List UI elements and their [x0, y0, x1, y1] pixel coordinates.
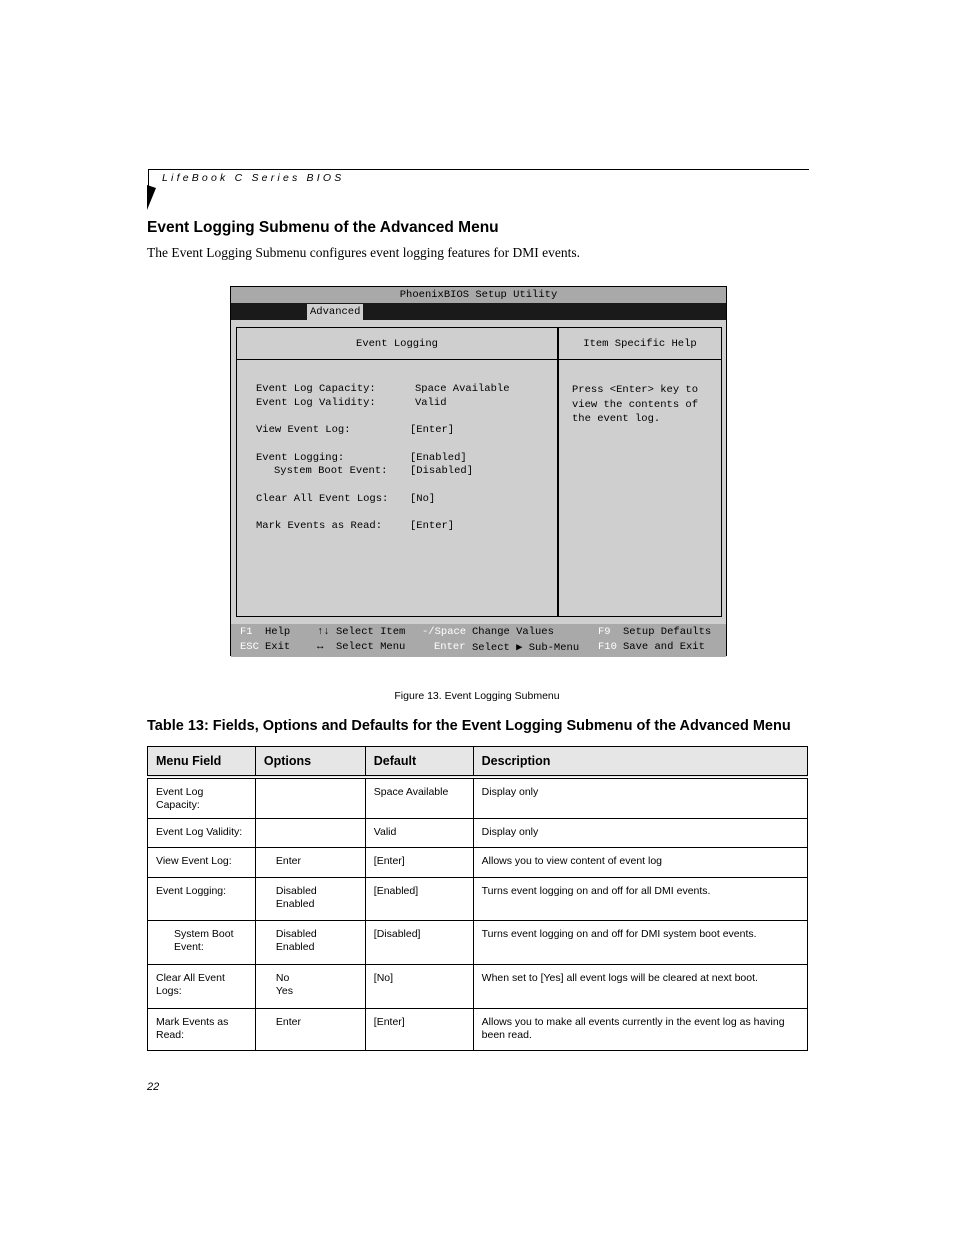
bios-help-panel [558, 360, 722, 617]
bios-item-value: Valid [415, 397, 447, 409]
table-header-row [148, 747, 808, 778]
cell-description: When set to [Yes] all event logs will be cleared at next boot. [473, 965, 807, 1009]
table-row [148, 965, 808, 1009]
header-wedge-mark [147, 185, 156, 210]
intro-paragraph: The Event Logging Submenu configures event logging features for DMI events. [147, 245, 581, 260]
cell-options [255, 819, 365, 848]
bios-help-title: Item Specific Help [558, 327, 722, 360]
bios-item-label: Event Log Validity: [256, 397, 376, 409]
cell-field: Clear All Event Logs: [148, 965, 256, 1009]
table-row [148, 921, 808, 965]
cell-options: No Yes [255, 965, 365, 1009]
cell-description: Allows you to make all events currently in the event log as having been read. [473, 1009, 807, 1051]
bios-item-value[interactable]: [Enter] [410, 424, 455, 436]
key-updown-action: Select Item [336, 626, 406, 638]
fields-table [147, 746, 808, 1051]
table-row [148, 819, 808, 848]
cell-options: Enter [255, 1009, 365, 1051]
key-f10: F10 [598, 641, 617, 653]
cell-default: [Disabled] [365, 921, 473, 965]
cell-options: Disabled Enabled [255, 921, 365, 965]
key-f10-action: Save and Exit [623, 641, 705, 653]
help-line: view the contents of [572, 398, 699, 411]
cell-options: Disabled Enabled [255, 878, 365, 921]
bios-item-value[interactable]: [Enter] [410, 520, 455, 532]
bios-item-label: Event Logging: [256, 452, 345, 464]
key-f1-action: Help [265, 626, 291, 638]
cell-field: View Event Log: [148, 848, 256, 878]
bios-item-value[interactable]: [No] [410, 493, 436, 505]
key-enter: Enter [434, 641, 466, 653]
help-line: the event log. [572, 413, 661, 425]
key-esc-action: Exit [265, 641, 291, 653]
cell-description: Turns event logging on and off for all DMI events. [473, 878, 807, 921]
column-header: Description [473, 747, 807, 778]
column-header: Options [255, 747, 365, 778]
cell-field: System Boot Event: [148, 921, 256, 965]
cell-default: [Enabled] [365, 878, 473, 921]
cell-default: [Enter] [365, 1009, 473, 1051]
table-row [148, 1009, 808, 1051]
cell-description: Display only [473, 777, 807, 819]
table-row [148, 848, 808, 878]
cell-options: Enter [255, 848, 365, 878]
cell-description: Display only [473, 819, 807, 848]
cell-field: Event Log Validity: [148, 819, 256, 848]
bios-item-value: Space Available [415, 383, 510, 395]
cell-default: Valid [365, 819, 473, 848]
bios-item-label: Mark Events as Read: [256, 520, 383, 532]
cell-description: Turns event logging on and off for DMI system boot events. [473, 921, 807, 965]
cell-default: Space Available [365, 777, 473, 819]
running-head: LifeBook C Series BIOS [162, 172, 345, 184]
bios-panel-title: Event Logging [236, 327, 558, 360]
bios-menu-bar [231, 303, 726, 320]
key-space-action: Change Values [472, 626, 554, 638]
bios-item-value[interactable]: [Disabled] [410, 465, 474, 477]
tab-advanced[interactable]: Advanced [307, 304, 363, 320]
cell-default: [No] [365, 965, 473, 1009]
key-space: -/Space [422, 626, 467, 638]
column-header: Menu Field [148, 747, 256, 778]
key-esc: ESC [240, 641, 259, 653]
key-f9-action: Setup Defaults [623, 626, 712, 638]
cell-field: Mark Events as Read: [148, 1009, 256, 1051]
bios-screen [230, 286, 727, 656]
table-row [148, 878, 808, 921]
bios-item-label: Clear All Event Logs: [256, 493, 389, 505]
table-title: Table 13: Fields, Options and Defaults for the Event Logging Submenu of the Advanced Menu [147, 718, 791, 734]
key-leftright-action: Select Menu [336, 641, 406, 653]
table-row [148, 777, 808, 819]
help-line: Press <Enter> key to [572, 384, 699, 396]
bios-title-bar: PhoenixBIOS Setup Utility [231, 287, 726, 303]
key-f9: F9 [598, 626, 611, 638]
arrow-up-down-icon: ↑↓ [317, 626, 330, 638]
header-rule [148, 169, 809, 170]
key-f1: F1 [240, 626, 253, 638]
bios-settings-panel [236, 360, 558, 617]
bios-item-value[interactable]: [Enabled] [410, 452, 467, 464]
cell-default: [Enter] [365, 848, 473, 878]
bios-item-label: View Event Log: [256, 424, 351, 436]
figure-caption: Figure 13. Event Logging Submenu [394, 690, 560, 702]
cell-field: Event Log Capacity: [148, 777, 256, 819]
bios-item-label: Event Log Capacity: [256, 383, 376, 395]
bios-item-label: System Boot Event: [274, 465, 388, 477]
arrow-left-right-icon: ↔ [317, 641, 324, 653]
cell-description: Allows you to view content of event log [473, 848, 807, 878]
section-title: Event Logging Submenu of the Advanced Menu [147, 219, 499, 236]
key-enter-action: Select ▶ Sub-Menu [472, 642, 580, 654]
page-number: 22 [147, 1081, 160, 1093]
cell-options [255, 777, 365, 819]
bios-key-legend [231, 624, 726, 657]
column-header: Default [365, 747, 473, 778]
cell-field: Event Logging: [148, 878, 256, 921]
